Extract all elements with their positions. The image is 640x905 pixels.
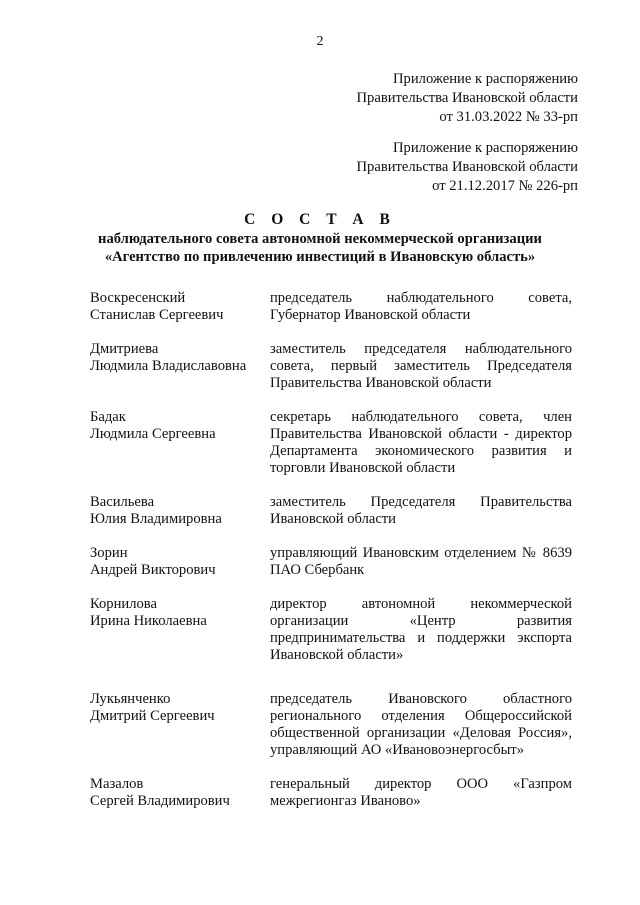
page-number: 2 <box>316 34 324 49</box>
member-role: председатель Ивановского областного регионального отделения Общероссийской общественной организации «Деловая Россия», управляющий АО «Ивановоэнергосбыт» <box>270 691 572 758</box>
appendix-original-order <box>357 139 578 196</box>
member-role: председатель наблюдательного совета, Губернатор Ивановской области <box>270 290 572 323</box>
member-row <box>90 341 572 392</box>
member-given-name: Андрей Викторович <box>90 562 216 578</box>
member-row <box>90 596 572 664</box>
heading-title: С О С Т А В <box>244 211 396 228</box>
member-surname: Корнилова <box>90 596 157 612</box>
member-row <box>90 409 572 477</box>
member-role: директор автономной некоммерческой организации «Центр развития предпринимательства и поддержки экспорта Ивановской области» <box>270 596 572 663</box>
member-given-name: Сергей Владимирович <box>90 793 230 809</box>
member-given-name: Станислав Сергеевич <box>90 307 224 323</box>
member-role: генеральный директор ООО «Газпром межрегионгаз Иваново» <box>270 776 572 809</box>
appendix-original-line3: от 21.12.2017 № 226-рп <box>432 178 578 194</box>
member-given-name: Людмила Владиславовна <box>90 358 247 374</box>
member-surname: Зорин <box>90 545 128 561</box>
member-surname: Дмитриева <box>90 341 159 357</box>
appendix-current-line1: Приложение к распоряжению <box>393 71 578 87</box>
member-given-name: Юлия Владимировна <box>90 511 222 527</box>
member-name <box>90 409 270 477</box>
member-name <box>90 691 270 759</box>
member-surname: Лукьянченко <box>90 691 171 707</box>
member-row <box>90 776 572 810</box>
document-heading <box>0 210 640 266</box>
heading-line1: наблюдательного совета автономной некоммерческой организации <box>98 231 542 247</box>
member-role: управляющий Ивановским отделением № 8639 ПАО Сбербанк <box>270 545 572 578</box>
member-given-name: Людмила Сергеевна <box>90 426 216 442</box>
member-role: заместитель Председателя Правительства Ивановской области <box>270 494 572 527</box>
member-name <box>90 290 270 324</box>
appendix-current-line3: от 31.03.2022 № 33-рп <box>439 109 578 125</box>
member-role: заместитель председателя наблюдательного совета, первый заместитель Председателя Правительства Ивановской области <box>270 341 572 391</box>
member-row <box>90 691 572 759</box>
member-row <box>90 290 572 324</box>
member-given-name: Ирина Николаевна <box>90 613 207 629</box>
member-name <box>90 545 270 579</box>
member-surname: Мазалов <box>90 776 144 792</box>
appendix-current-order <box>357 70 578 127</box>
member-name <box>90 494 270 528</box>
member-row <box>90 545 572 579</box>
member-surname: Васильева <box>90 494 155 510</box>
member-row <box>90 494 572 528</box>
members-list <box>90 290 572 827</box>
appendix-original-line2: Правительства Ивановской области <box>356 159 578 175</box>
heading-line2: «Агентство по привлечению инвестиций в Ивановскую область» <box>104 249 536 265</box>
appendix-current-line2: Правительства Ивановской области <box>356 90 578 106</box>
appendix-original-line1: Приложение к распоряжению <box>393 140 578 156</box>
member-name <box>90 776 270 810</box>
member-name <box>90 341 270 392</box>
member-role: секретарь наблюдательного совета, член Правительства Ивановской области - директор Департамента экономического развития и торговли Ивановской области <box>270 409 572 476</box>
member-surname: Бадак <box>90 409 126 425</box>
member-given-name: Дмитрий Сергеевич <box>90 708 215 724</box>
member-name <box>90 596 270 664</box>
member-surname: Воскресенский <box>90 290 186 306</box>
